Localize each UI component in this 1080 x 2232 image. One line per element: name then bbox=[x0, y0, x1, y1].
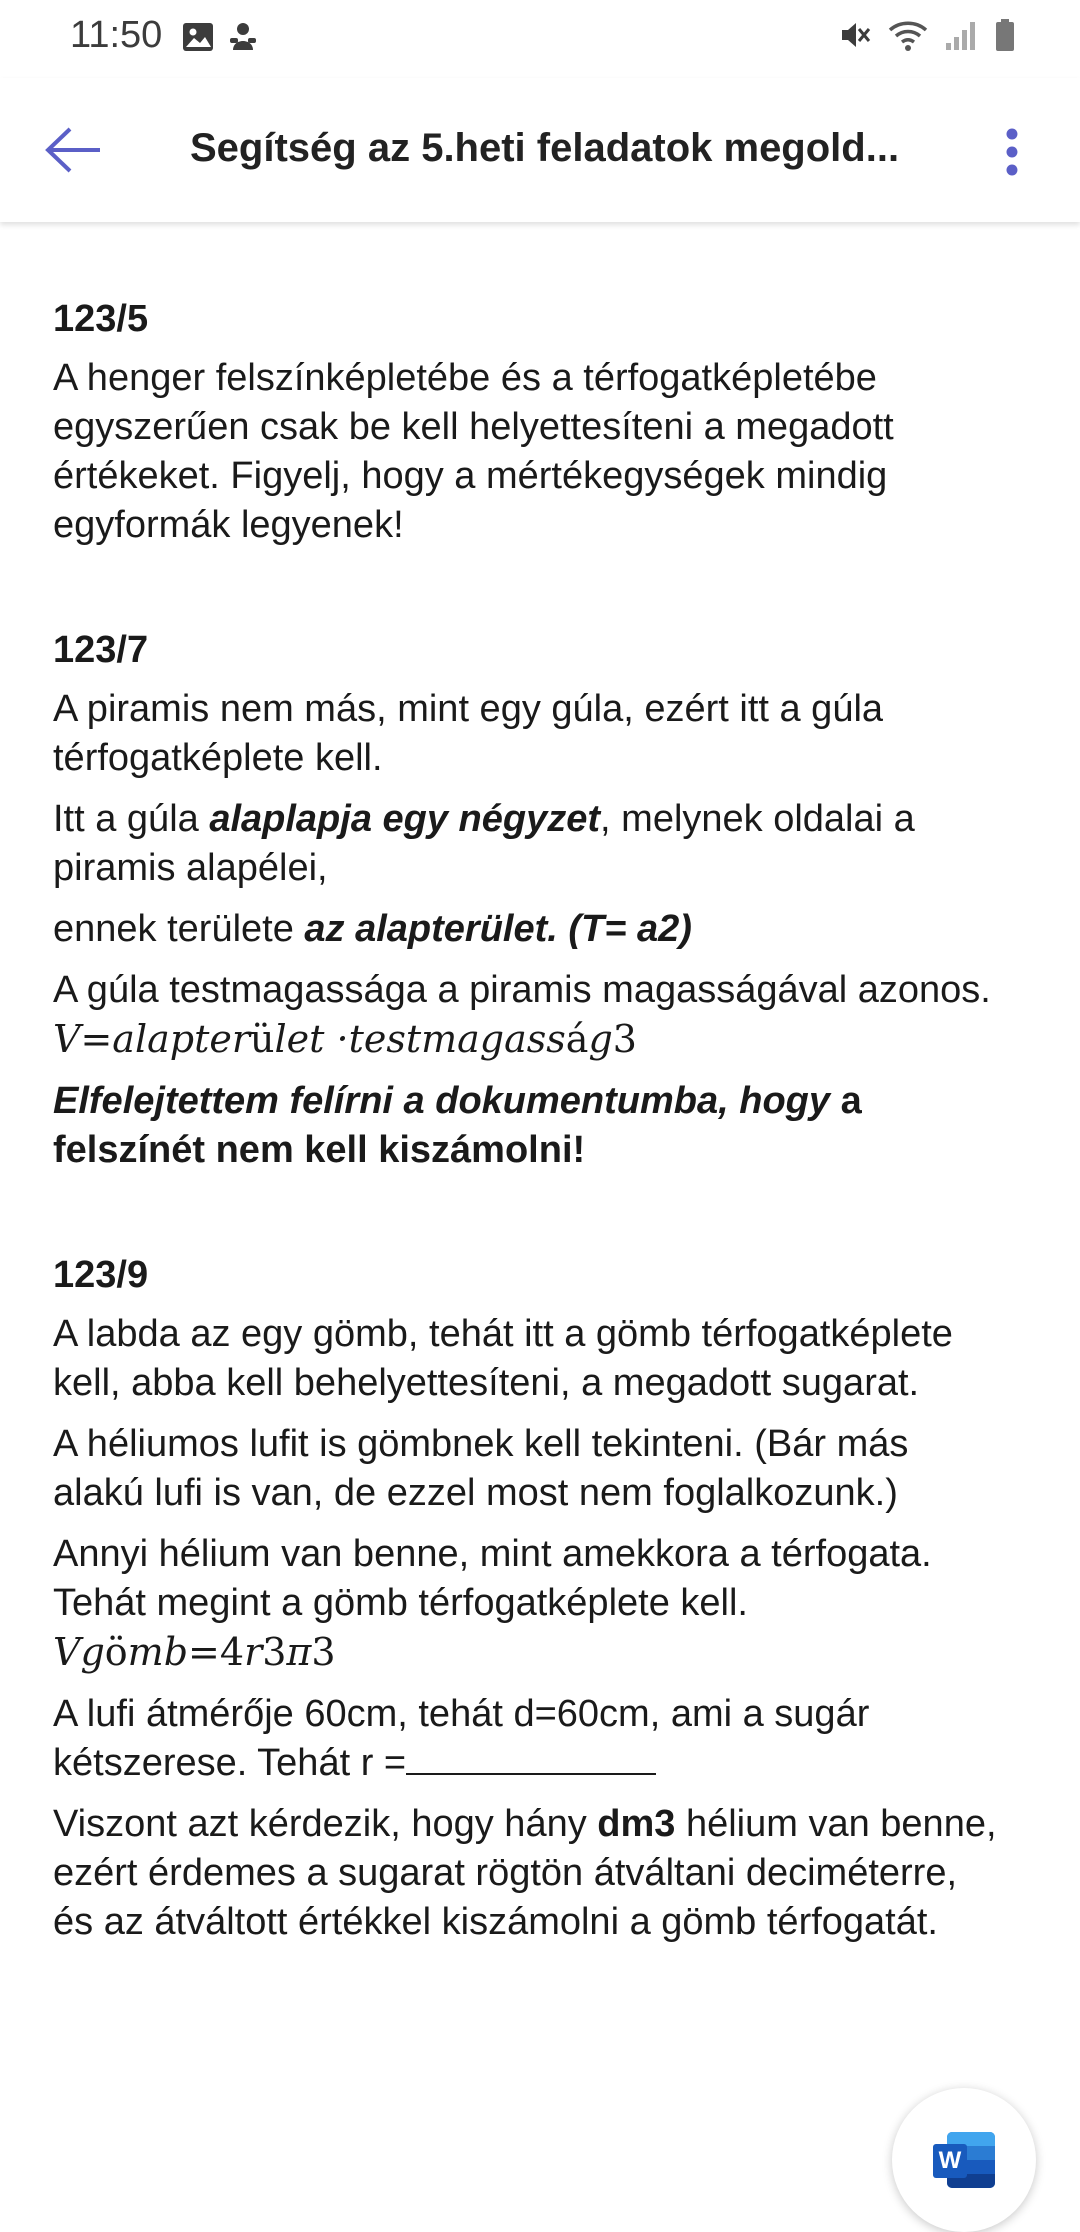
document-viewer[interactable] bbox=[0, 222, 1080, 2227]
formula-part: ü bbox=[250, 1017, 275, 1061]
emphasis-text: az alapterület. (T= a2) bbox=[304, 908, 692, 950]
word-icon bbox=[933, 2132, 995, 2188]
text-run: A lufi átmérője 60cm, tehát d=60cm, ami a sugár kétszerese. Tehát r = bbox=[53, 1693, 870, 1784]
bold-text: a felszínét nem kell kiszámolni! bbox=[53, 1080, 862, 1171]
emphasis-text: Elfelejtettem felírni a dokumentumba, hogy bbox=[53, 1080, 831, 1122]
formula-part: Vg bbox=[53, 1630, 105, 1674]
formula-part: mb bbox=[127, 1630, 189, 1674]
answer-blank bbox=[406, 1739, 656, 1775]
bold-text: dm3 bbox=[597, 1803, 676, 1845]
emphasis-text: alaplapja egy négyzet bbox=[209, 798, 601, 840]
paragraph bbox=[53, 795, 1003, 893]
paragraph: A henger felszínképletébe és a térfogatképletébe egyszerűen csak be kell helyettesíteni a megadott értékeket. Figyelj, hogy a mértékegységek mindig egyformák legyenek! bbox=[53, 357, 894, 546]
text-run: ennek területe bbox=[53, 908, 305, 950]
formula-part: alapter bbox=[112, 1017, 251, 1061]
section-123-5 bbox=[53, 295, 1003, 550]
sphere-volume-formula bbox=[53, 1630, 336, 1674]
text-run: , melynek oldalai a piramis alapélei, bbox=[53, 798, 915, 889]
document-body bbox=[53, 176, 1003, 2023]
formula-part: ö bbox=[104, 1630, 128, 1674]
mute-icon bbox=[838, 18, 872, 57]
app-bar bbox=[0, 78, 1080, 222]
formula-part: = bbox=[80, 1017, 113, 1061]
back-arrow-icon bbox=[44, 125, 104, 180]
wifi-icon bbox=[888, 18, 928, 57]
word-letter: W bbox=[933, 2144, 967, 2178]
paragraph bbox=[53, 1530, 1003, 1678]
paragraph bbox=[53, 1800, 1003, 1947]
more-options-button[interactable] bbox=[982, 118, 1042, 190]
status-bar bbox=[0, 0, 1080, 78]
formula-part: π bbox=[286, 1630, 312, 1674]
image-icon bbox=[182, 22, 214, 57]
formula-part: 3 bbox=[311, 1630, 336, 1674]
notification-icon bbox=[228, 20, 258, 59]
battery-icon bbox=[994, 18, 1016, 57]
volume-formula bbox=[53, 1017, 637, 1061]
section-123-9 bbox=[53, 1251, 1003, 1947]
text-run: Viszont azt kérdezik, hogy hány bbox=[53, 1803, 598, 1845]
status-right-icons bbox=[838, 18, 1016, 57]
formula-part: ·testmagass bbox=[336, 1017, 566, 1061]
text-run: Annyi hélium van benne, mint amekkora a térfogata. Tehát megint a gömb térfogatképlete kell. bbox=[53, 1533, 932, 1624]
paragraph bbox=[53, 966, 1003, 1065]
formula-part: 3 bbox=[262, 1630, 287, 1674]
section-heading: 123/5 bbox=[53, 298, 149, 340]
formula-part: =4 bbox=[188, 1630, 245, 1674]
text-run: A gúla testmagassága a piramis magasságával azonos. bbox=[53, 969, 991, 1011]
back-button[interactable] bbox=[38, 116, 110, 188]
status-time: 11:50 bbox=[70, 14, 163, 56]
section-heading: 123/9 bbox=[53, 1254, 149, 1296]
more-vertical-icon bbox=[1005, 128, 1019, 181]
formula-part: á bbox=[565, 1017, 589, 1061]
formula-part: g bbox=[588, 1017, 613, 1061]
paragraph bbox=[53, 1077, 1003, 1175]
text-run: hélium van benne, ezért érdemes a sugarat rögtön átváltani deciméterre, és az átváltott értékkel kiszámolni a gömb térfogatát. bbox=[53, 1803, 997, 1943]
paragraph: A héliumos lufit is gömbnek kell tekinteni. (Bár más alakú lufi is van, de ezzel most nem foglalkozunk.) bbox=[53, 1423, 909, 1514]
open-in-word-button[interactable] bbox=[892, 2088, 1036, 2232]
paragraph bbox=[53, 1690, 1003, 1788]
status-left-icons bbox=[182, 20, 258, 59]
paragraph: A piramis nem más, mint egy gúla, ezért itt a gúla térfogatképlete kell. bbox=[53, 688, 884, 779]
paragraph bbox=[53, 905, 1003, 954]
document-title: Segítség az 5.heti feladatok megold... bbox=[190, 126, 900, 170]
paragraph: A labda az egy gömb, tehát itt a gömb térfogatképlete kell, abba kell behelyettesíteni, a megadott sugarat. bbox=[53, 1313, 953, 1404]
section-heading: 123/7 bbox=[53, 629, 149, 671]
text-run: Itt a gúla bbox=[53, 798, 210, 840]
signal-icon bbox=[944, 19, 978, 56]
section-123-7 bbox=[53, 626, 1003, 1175]
formula-part: r bbox=[244, 1630, 263, 1674]
formula-part: V bbox=[53, 1017, 81, 1061]
formula-part: 3 bbox=[612, 1017, 637, 1061]
formula-part: let bbox=[274, 1017, 337, 1061]
